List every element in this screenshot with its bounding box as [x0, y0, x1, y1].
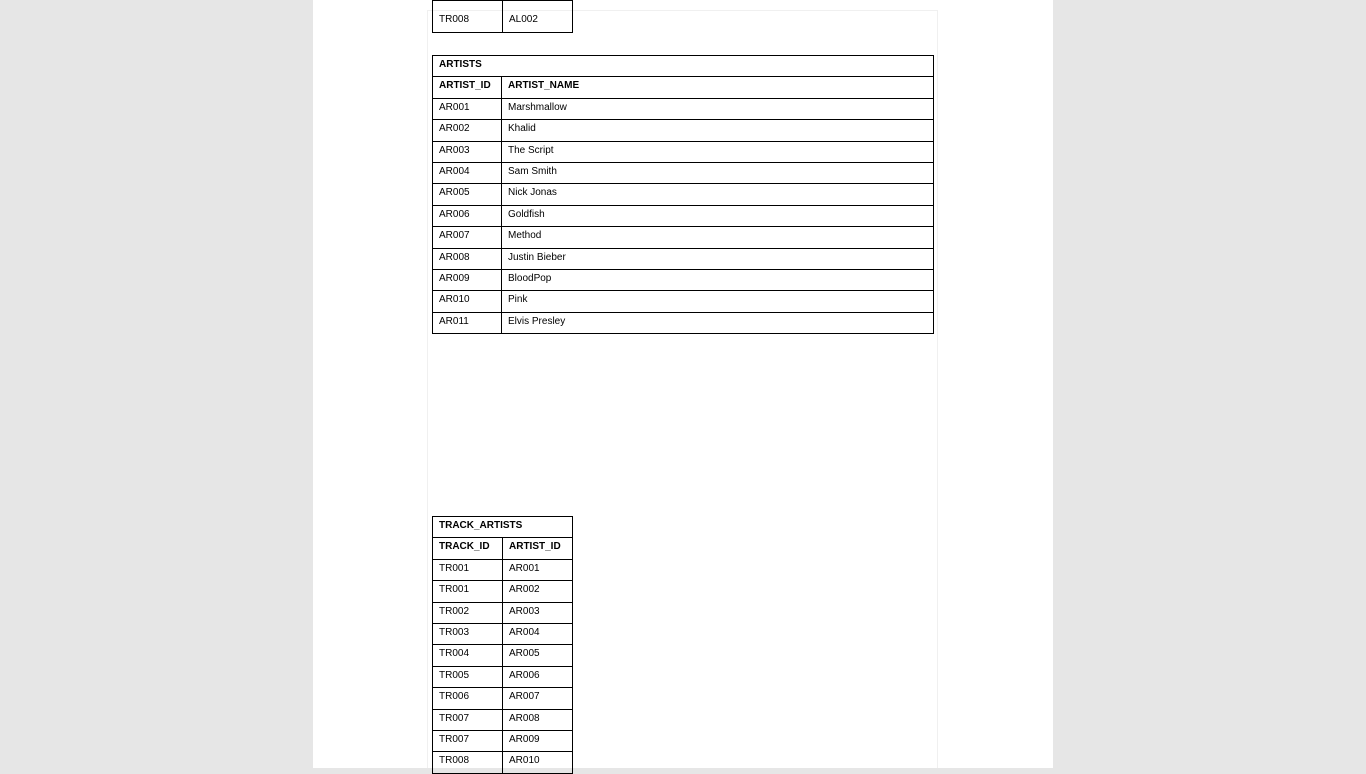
table-header-row — [433, 538, 573, 559]
table-row — [433, 291, 934, 312]
table-cell: TR005 — [433, 666, 503, 687]
table-row — [433, 312, 934, 333]
table-cell: TR008 — [433, 1, 503, 33]
table-cell: AR010 — [433, 291, 502, 312]
track-artists-table — [432, 516, 573, 774]
table-cell: AR008 — [503, 709, 573, 730]
table-cell: Justin Bieber — [502, 248, 934, 269]
table-header-row — [433, 77, 934, 98]
table-row — [433, 269, 934, 290]
table-cell: TR008 — [433, 752, 503, 773]
table-cell: AR009 — [433, 269, 502, 290]
table-cell: AR010 — [503, 752, 573, 773]
table-cell: TR001 — [433, 581, 503, 602]
table-cell: TR007 — [433, 730, 503, 751]
table-cell: Khalid — [502, 120, 934, 141]
table-cell: AR005 — [433, 184, 502, 205]
track-artists-rows — [433, 559, 573, 773]
table-row — [433, 248, 934, 269]
table-cell: The Script — [502, 141, 934, 162]
artists-table — [432, 55, 934, 334]
table-cell: AR002 — [503, 581, 573, 602]
table-cell: Pink — [502, 291, 934, 312]
column-header: ARTIST_ID — [433, 77, 502, 98]
table-cell: AR007 — [433, 227, 502, 248]
table-cell: AR005 — [503, 645, 573, 666]
track-albums-table-fragment — [432, 0, 573, 33]
table-cell: AR006 — [433, 205, 502, 226]
table-row — [433, 205, 934, 226]
table-cell: AR003 — [503, 602, 573, 623]
table-row — [433, 645, 573, 666]
table-row — [433, 141, 934, 162]
table-row — [433, 666, 573, 687]
artists-rows — [433, 98, 934, 333]
table-cell: AR004 — [503, 623, 573, 644]
table-row — [433, 120, 934, 141]
table-row — [433, 1, 573, 33]
table-cell: TR002 — [433, 602, 503, 623]
table-cell: AR002 — [433, 120, 502, 141]
table-cell: Method — [502, 227, 934, 248]
table-title-row — [433, 517, 573, 538]
table-cell: TR003 — [433, 623, 503, 644]
table-cell: AR004 — [433, 162, 502, 183]
table-row — [433, 709, 573, 730]
table-cell: AR006 — [503, 666, 573, 687]
table-row — [433, 730, 573, 751]
table-cell: TR007 — [433, 709, 503, 730]
table-cell: AR007 — [503, 688, 573, 709]
table-cell: AR009 — [503, 730, 573, 751]
table-row — [433, 227, 934, 248]
table-cell: TR004 — [433, 645, 503, 666]
table-cell: BloodPop — [502, 269, 934, 290]
column-header: ARTIST_NAME — [502, 77, 934, 98]
table-row — [433, 98, 934, 119]
table-cell: TR006 — [433, 688, 503, 709]
column-header: ARTIST_ID — [503, 538, 573, 559]
table-cell: Sam Smith — [502, 162, 934, 183]
table-cell: AR003 — [433, 141, 502, 162]
column-header: TRACK_ID — [433, 538, 503, 559]
table-row — [433, 623, 573, 644]
table-cell: TR001 — [433, 559, 503, 580]
table-title: TRACK_ARTISTS — [433, 517, 573, 538]
table-cell: Elvis Presley — [502, 312, 934, 333]
table-cell: AL002 — [503, 1, 573, 33]
table-cell: AR001 — [433, 98, 502, 119]
table-cell: Nick Jonas — [502, 184, 934, 205]
table-row — [433, 602, 573, 623]
table-row — [433, 184, 934, 205]
table-title-row — [433, 56, 934, 77]
table-row — [433, 581, 573, 602]
table-cell: AR001 — [503, 559, 573, 580]
table-row — [433, 752, 573, 773]
table-cell: AR011 — [433, 312, 502, 333]
table-row — [433, 688, 573, 709]
table-row — [433, 559, 573, 580]
table-cell: Marshmallow — [502, 98, 934, 119]
table-cell: Goldfish — [502, 205, 934, 226]
table-cell: AR008 — [433, 248, 502, 269]
table-row — [433, 162, 934, 183]
table-title: ARTISTS — [433, 56, 934, 77]
